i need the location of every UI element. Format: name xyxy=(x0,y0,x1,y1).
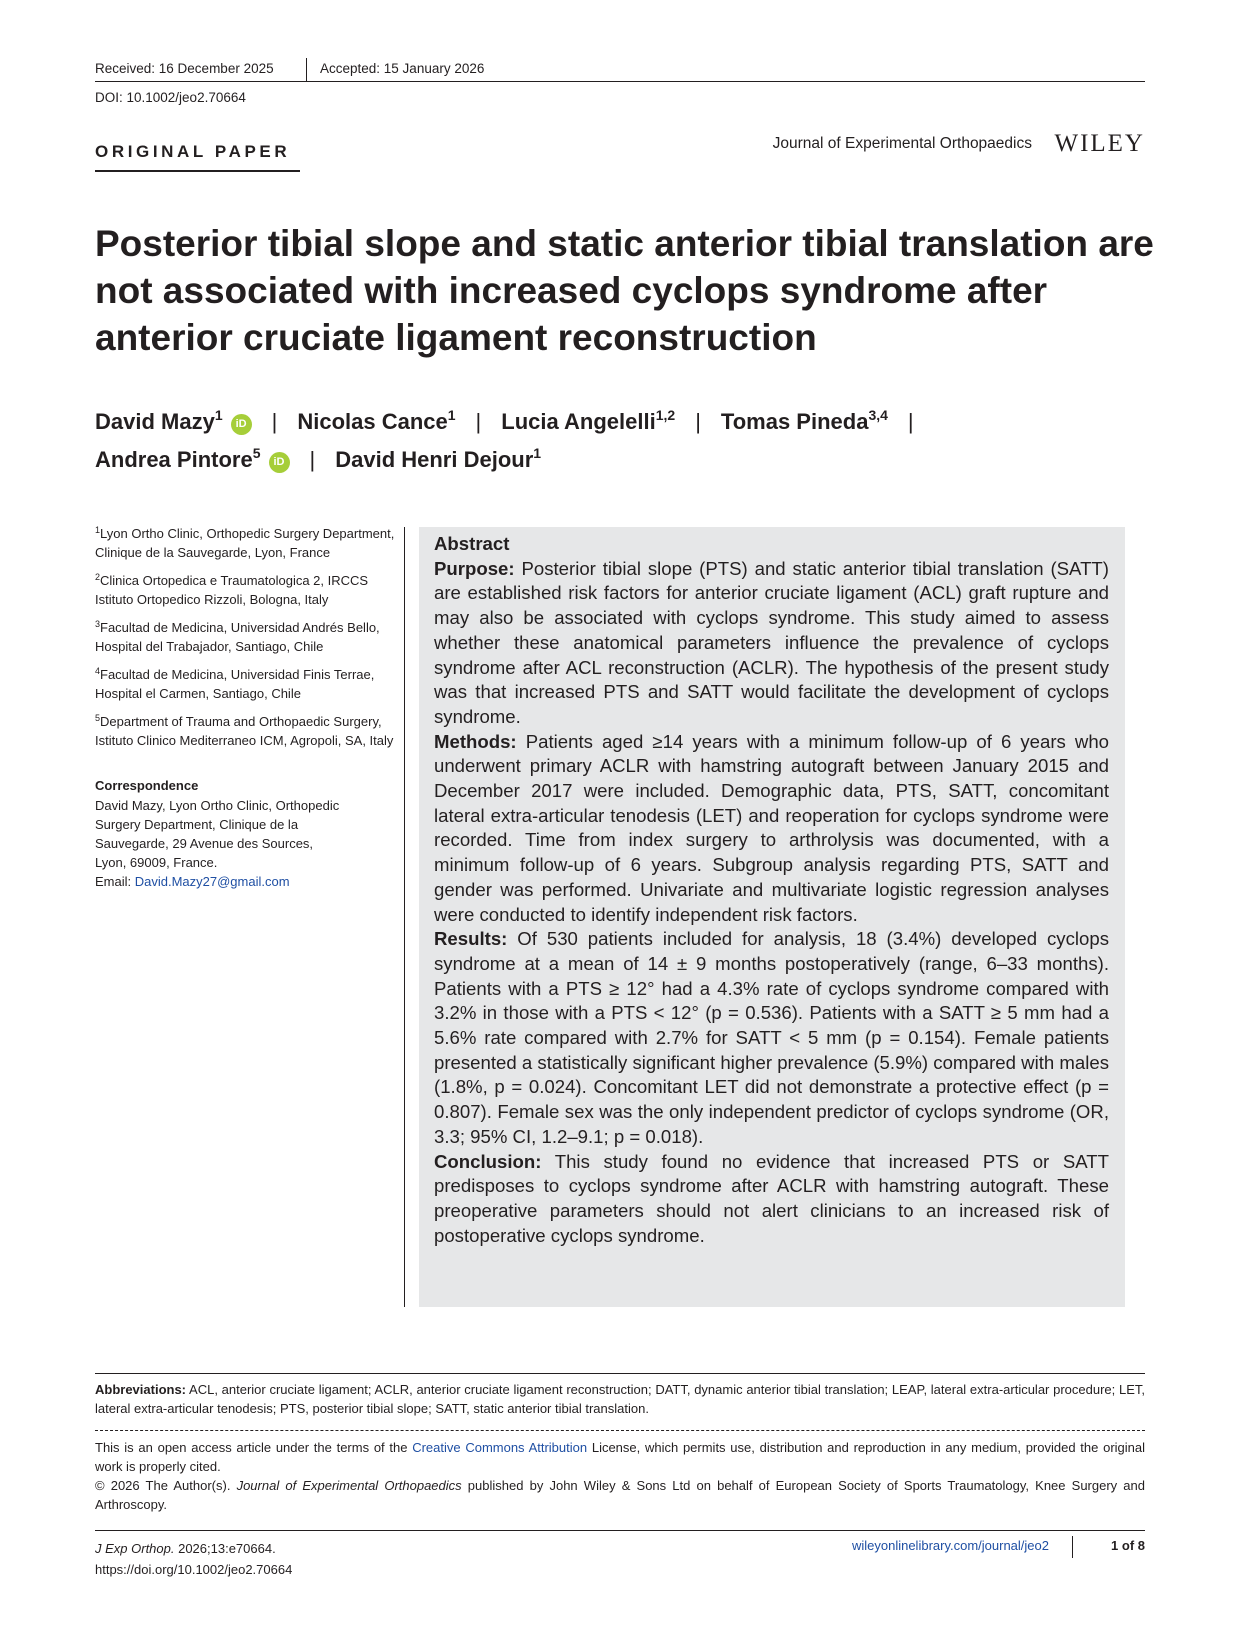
correspondence xyxy=(95,776,395,891)
author[interactable]: Andrea Pintore$^5$ xyxy=(95,445,261,472)
journal-site-link[interactable]: wileyonlinelibrary.com/journal/jeo2 xyxy=(851,1538,1049,1553)
section-underline xyxy=(95,170,300,172)
publisher-logo: WILEY xyxy=(1054,130,1145,157)
citation-url[interactable]: https://doi.org/10.1002/jeo2.70664 xyxy=(95,1562,293,1577)
abbreviations: Abbreviations: ACL, anterior cruciate ligament; ACLR, anterior cruciate ligament reconstruction; DATT, dynamic anterior tibial translation; LEAP, lateral extra-articular procedure; LET, lateral extra-articular tenodesis; PTS, posterior tibial slope; SATT, static anterior tibial translation. xyxy=(95,1382,1145,1416)
abstract-box xyxy=(419,527,1125,1307)
abstract-heading: Abstract xyxy=(434,533,510,554)
received-date: Received: 16 December 2025 xyxy=(95,61,274,76)
header-rule xyxy=(95,81,1145,82)
correspondence-line: Surgery Department, Clinique de la xyxy=(95,817,299,832)
license-link[interactable]: Creative Commons Attribution xyxy=(412,1440,588,1455)
email-label: Email: xyxy=(95,874,135,889)
footer-rule xyxy=(95,1530,1145,1531)
affiliation: $^2$Clinica Ortopedica e Traumatologica 2, IRCCS Istituto Ortopedico Rizzoli, Bologna, Italy xyxy=(95,572,369,607)
correspondence-line: David Mazy, Lyon Ortho Clinic, Orthopedic xyxy=(95,798,340,813)
author[interactable]: David Mazy$^1$ xyxy=(95,407,223,434)
article-title: Posterior tibial slope and static anterior tibial translation are not associated with increased cyclops syndrome after anterior cruciate ligament reconstruction xyxy=(95,223,1154,358)
author-list: David Mazy$^1$iD | Nicolas Cance$^1$ | Lucia Angelelli$^{1,2}$ | Tomas Pineda$^{3,4}$ | Andrea Pintore$^5$iD | David Henri Dejour$^1$ xyxy=(95,407,914,472)
abstract-results: Results: Of 530 patients included for analysis, 18 (3.4%) developed cyclops syndrome at a mean of 14 ± 9 months postoperatively (range, 6–33 months). Patients with a PTS ≥ 12° had a 4.3% rate of cyclops syndrome compared with 3.2% in those with a PTS < 12° (p = 0.536). Patients with a SATT ≥ 5 mm had a 5.6% rate compared with 2.7% for SATT < 5 mm (p = 0.154). Female patients presented a statistically significant higher prevalence (5.9%) compared with males (1.8%, p = 0.024). Concomitant LET did not demonstrate a protective effect (p = 0.807). Female sex was the only independent predictor of cyclops syndrome (OR, 3.3; 95% CI, 1.2–9.1; p = 0.018). xyxy=(434,928,1109,1147)
affiliations xyxy=(95,524,395,891)
affiliation: $^1$Lyon Ortho Clinic, Orthopedic Surgery Department, Clinique de la Sauvegarde, Lyon, France xyxy=(95,525,395,560)
header-divider xyxy=(306,58,307,82)
citation: J Exp Orthop. 2026;13:e70664. https://doi.org/10.1002/jeo2.70664 xyxy=(95,1538,292,1580)
license-notice: This is an open access article under the terms of the Creative Commons Attribution License, which permits use, distribution and reproduction in any medium, provided the original work is properly cited. © 2026 The Author(s). Journal of Experimental Orthopaedics published by John Wiley & Sons Ltd on behalf of European Society of Sports Traumatology, Knee Surgery and Arthroscopy. xyxy=(95,1440,1145,1512)
author[interactable]: Lucia Angelelli$^{1,2}$ xyxy=(501,407,676,434)
affiliation: $^3$Facultad de Medicina, Universidad Andrés Bello, Hospital del Trabajador, Santiago, Chile xyxy=(95,619,380,654)
accepted-date: Accepted: 15 January 2026 xyxy=(320,61,485,76)
email-link[interactable]: David.Mazy27@gmail.com xyxy=(134,874,290,889)
abstract-methods: Methods: Patients aged ≥14 years with a minimum follow-up of 6 years who underwent primary ACLR with hamstring autograft between January 2015 and December 2017 were included. Demographic data, PTS, SATT, concomitant lateral extra-articular tenodesis (LET) and reoperation for cyclops syndrome were recorded. Time from index surgery to arthrolysis was documented, with a minimum follow-up of 6 years. Subgroup analysis regarding PTS, SATT and gender was performed. Univariate and multivariate logistic regression analyses were conducted to identify independent risk factors. xyxy=(434,730,1109,925)
footnote-rule xyxy=(95,1373,1145,1374)
column-divider xyxy=(404,527,405,1307)
page-number: 1 of 8 xyxy=(1111,1538,1145,1553)
correspondence-heading: Correspondence xyxy=(95,778,199,793)
correspondence-line: Lyon, 69009, France. xyxy=(95,855,218,870)
dashed-divider xyxy=(95,1430,1145,1431)
author[interactable]: Nicolas Cance$^1$ xyxy=(297,407,456,434)
orcid-icon[interactable]: iD xyxy=(231,414,252,435)
journal-name: Journal of Experimental Orthopaedics xyxy=(772,135,1032,152)
affiliation: $^5$Department of Trauma and Orthopaedic Surgery, Istituto Clinico Mediterraneo ICM, Agropoli, SA, Italy xyxy=(95,713,394,748)
doi: DOI: 10.1002/jeo2.70664 xyxy=(95,90,246,105)
author[interactable]: David Henri Dejour$^1$ xyxy=(335,445,542,472)
affiliation: $^4$Facultad de Medicina, Universidad Finis Terrae, Hospital el Carmen, Santiago, Chile xyxy=(95,666,375,701)
footer-divider xyxy=(1072,1536,1073,1558)
abstract-conclusion: Conclusion: This study found no evidence that increased PTS or SATT predisposes to cyclops syndrome after ACLR with hamstring autograft. These preoperative parameters should not alert clinicians to an increased risk of postoperative cyclops syndrome. xyxy=(434,1150,1109,1246)
author[interactable]: Tomas Pineda$^{3,4}$ xyxy=(720,407,888,434)
section-label: ORIGINAL PAPER xyxy=(95,142,291,161)
abstract-purpose: Purpose: Posterior tibial slope (PTS) and static anterior tibial translation (SATT) are established risk factors for anterior cruciate ligament (ACL) graft rupture and may also be associated with cyclops syndrome. This study aimed to assess whether these anatomical parameters influence the prevalence of cyclops syndrome after ACL reconstruction (ACLR). The hypothesis of the present study was that increased PTS and SATT would facilitate the development of cyclops syndrome. xyxy=(434,557,1109,727)
orcid-icon[interactable]: iD xyxy=(269,452,290,473)
correspondence-line: Sauvegarde, 29 Avenue des Sources, xyxy=(95,836,314,851)
